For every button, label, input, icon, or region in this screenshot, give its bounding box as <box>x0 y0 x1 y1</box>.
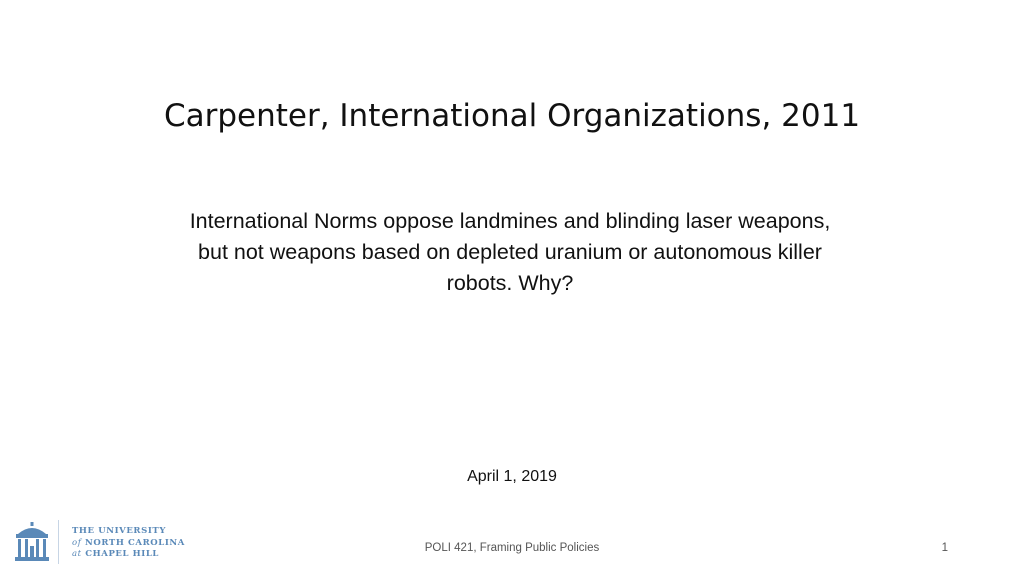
body-line-1: International Norms oppose landmines and blinding laser weapons, <box>189 209 831 233</box>
logo-line-3-main: CHAPEL HILL <box>85 549 160 559</box>
slide-body-text <box>130 206 890 299</box>
body-line-2: but not weapons based on depleted uranium or autonomous killer <box>198 240 822 264</box>
university-logo <box>14 516 184 566</box>
slide-date: April 1, 2019 <box>467 468 557 485</box>
logo-line-1: THE UNIVERSITY <box>72 526 166 536</box>
footer-text: POLI 421, Framing Public Policies <box>424 542 600 554</box>
logo-line-3-prefix: at <box>72 549 82 559</box>
logo-line-2-prefix: of <box>72 537 82 548</box>
page-number: 1 <box>941 542 948 554</box>
logo-line-2-main: NORTH CAROLINA <box>85 537 185 548</box>
body-line-3: robots. Why? <box>446 271 574 295</box>
slide-title: Carpenter, International Organizations, 2011 <box>163 98 861 134</box>
